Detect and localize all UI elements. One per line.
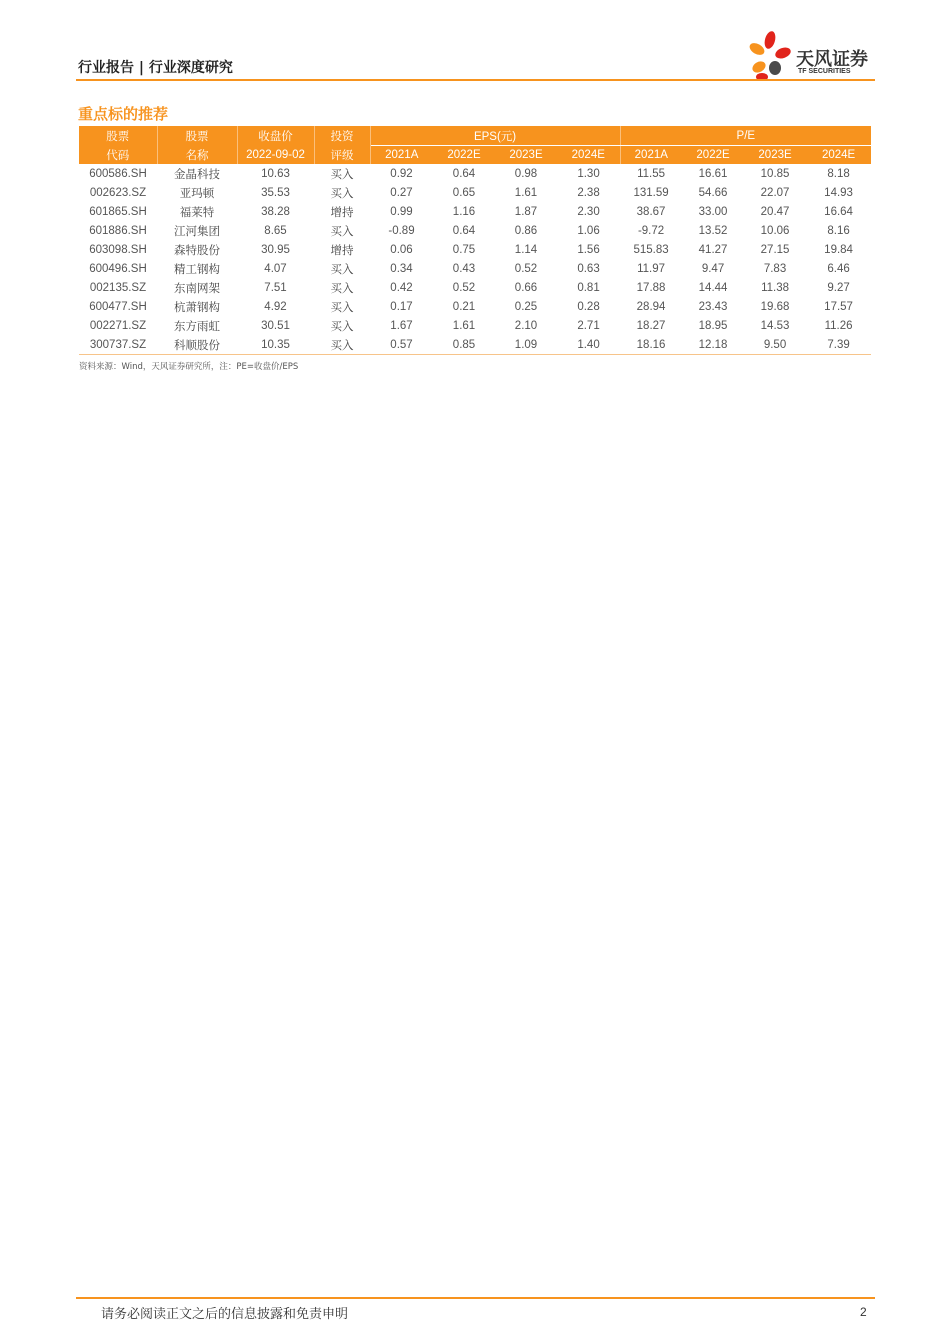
footer-disclaimer: 请务必阅读正文之后的信息披露和免责申明 [101,1307,349,1322]
pe-value-cell: 17.57 [824,300,853,313]
pe-value-cell: 131.59 [633,186,669,199]
eps-value-cell: 0.28 [577,300,600,313]
close-price-cell: 7.51 [264,281,287,294]
pe-value-cell: 11.38 [761,281,790,294]
logo-name-cn: 天风证券 [796,49,868,70]
eps-value-cell: 0.86 [514,224,538,237]
header-price-top: 收盘价 [237,126,314,146]
eps-value-cell: 0.64 [452,167,476,180]
header-rating: 评级 [314,146,370,165]
eps-value-cell: 0.52 [514,262,538,275]
eps-value-cell: 0.17 [390,300,413,313]
table-header-row-bottom [79,146,871,165]
table-row [79,297,871,316]
stock-name-cell: 金晶科技 [174,166,220,181]
pe-value-cell: 38.67 [636,205,666,218]
stock-code-cell: 002135.SZ [89,281,147,294]
pe-value-cell: 11.26 [824,319,853,332]
stock-name-cell: 亚玛顿 [179,185,215,200]
header-pe-2024e: 2024E [806,146,871,165]
header-code: 代码 [79,146,157,165]
stock-code-cell: 600477.SH [89,300,147,313]
rating-cell: 买入 [330,261,354,276]
recommended-stocks-table [79,126,871,355]
source-note: 资料来源：Wind，天风证券研究所，注：PE=收盘价/EPS [79,362,299,372]
close-price-cell: 38.28 [261,205,290,218]
header-eps-2021a: 2021A [370,146,433,165]
eps-value-cell: 0.81 [577,281,600,294]
table-row [79,183,871,202]
stock-code-cell: 600586.SH [89,167,147,180]
stock-code-cell: 002623.SZ [89,186,147,199]
eps-value-cell: 1.40 [557,335,620,355]
close-price-cell: 10.63 [261,167,290,180]
header-pe-2023e: 2023E [744,146,806,165]
pe-value-cell: 41.27 [698,243,728,256]
header-name-top: 股票 [157,126,237,146]
stock-name-cell: 科顺股份 [157,335,237,355]
pe-value-cell: 12.18 [682,335,744,355]
eps-value-cell: 0.65 [452,186,476,199]
eps-value-cell: 0.92 [390,167,413,180]
eps-value-cell: 2.38 [577,186,600,199]
eps-value-cell: 0.42 [390,281,413,294]
stock-code-cell: 603098.SH [89,243,147,256]
eps-value-cell: 0.98 [514,167,538,180]
rating-cell: 买入 [330,223,354,238]
pe-value-cell: 8.16 [827,224,850,237]
pe-value-cell: 16.64 [824,205,853,218]
header-divider [76,79,875,81]
pe-value-cell: 11.55 [637,167,666,180]
eps-value-cell: 0.27 [390,186,413,199]
logo-name-en: TF SECURITIES [798,68,851,75]
close-price-cell: 30.95 [261,243,290,256]
pe-value-cell: 19.84 [824,243,853,256]
pe-value-cell: 11.97 [637,262,666,275]
eps-value-cell: 0.21 [452,300,476,313]
table-row [79,259,871,278]
eps-value-cell: 1.09 [495,335,557,355]
close-price-cell: 4.92 [264,300,287,313]
eps-value-cell: -0.89 [388,224,415,237]
pe-value-cell: 9.50 [744,335,806,355]
eps-value-cell: 1.87 [514,205,538,218]
pe-value-cell: 10.85 [760,167,790,180]
pe-value-cell: 7.39 [806,335,871,355]
stock-name-cell: 江河集团 [174,223,220,238]
eps-value-cell: 0.75 [452,243,476,256]
eps-value-cell: 0.52 [452,281,476,294]
rating-cell: 买入 [330,166,354,181]
stock-name-cell: 东方雨虹 [174,318,220,333]
close-price-cell: 8.65 [264,224,287,237]
eps-value-cell: 0.66 [514,281,538,294]
stock-name-cell: 杭萧钢构 [174,299,220,314]
stock-name-cell: 精工钢构 [174,261,220,276]
footer-divider [76,1297,875,1299]
stock-name-cell: 森特股份 [174,242,220,257]
pe-value-cell: 18.27 [636,319,666,332]
eps-value-cell: 1.30 [577,167,600,180]
eps-value-cell: 2.71 [577,319,600,332]
stock-code-cell: 601886.SH [89,224,147,237]
pe-value-cell: 33.00 [698,205,728,218]
header-eps-group: EPS(元) [370,126,620,146]
header-price-date: 2022-09-02 [237,146,314,165]
eps-value-cell: 1.67 [390,319,413,332]
header-eps-2024e: 2024E [557,146,620,165]
eps-value-cell: 2.30 [577,205,600,218]
stock-name-cell: 东南网架 [174,280,220,295]
eps-value-cell: 0.57 [370,335,433,355]
pe-value-cell: 27.15 [760,243,790,256]
header-pe-group: P/E [620,126,871,146]
logo-petal-icon [748,31,794,81]
page-number: 2 [860,1305,867,1319]
header-name: 名称 [157,146,237,165]
table-row [79,240,871,259]
pe-value-cell: 8.18 [827,167,850,180]
close-price-cell: 10.35 [237,335,314,355]
header-code-top: 股票 [79,126,157,146]
eps-value-cell: 0.64 [452,224,476,237]
header-pe-2022e: 2022E [682,146,744,165]
report-type-header: 行业报告 | 行业深度研究 [78,60,233,76]
pe-value-cell: 10.06 [760,224,790,237]
eps-value-cell: 0.63 [577,262,600,275]
eps-value-cell: 1.16 [452,205,476,218]
pe-value-cell: 14.53 [760,319,790,332]
pe-value-cell: 28.94 [636,300,666,313]
pe-value-cell: 6.46 [827,262,850,275]
stock-name-cell: 福莱特 [179,204,215,219]
eps-value-cell: 1.14 [514,243,538,256]
header-rating-top: 投资 [314,126,370,146]
rating-cell: 买入 [330,185,354,200]
pe-value-cell: 20.47 [760,205,790,218]
rating-cell: 增持 [330,204,354,219]
table-header-row-top [79,126,871,146]
rating-cell: 买入 [330,318,354,333]
header-eps-2022e: 2022E [433,146,495,165]
eps-value-cell: 0.99 [390,205,413,218]
eps-value-cell: 0.85 [433,335,495,355]
pe-value-cell: 13.52 [698,224,728,237]
stock-code-cell: 300737.SZ [79,335,157,355]
table-row [79,335,871,355]
eps-value-cell: 0.43 [452,262,476,275]
table-row [79,164,871,183]
eps-value-cell: 0.34 [390,262,413,275]
eps-value-cell: 1.56 [577,243,600,256]
eps-value-cell: 0.25 [514,300,538,313]
section-title: 重点标的推荐 [78,105,169,123]
rating-cell: 买入 [330,280,354,295]
pe-value-cell: 14.93 [824,186,853,199]
table-row [79,278,871,297]
rating-cell: 买入 [314,335,370,355]
pe-value-cell: 19.68 [760,300,790,313]
eps-value-cell: 1.61 [452,319,476,332]
pe-value-cell: 22.07 [760,186,790,199]
pe-value-cell: 23.43 [698,300,728,313]
eps-value-cell: 1.61 [514,186,538,199]
table-row [79,202,871,221]
pe-value-cell: 18.95 [698,319,728,332]
close-price-cell: 35.53 [261,186,290,199]
table-row [79,316,871,335]
rating-cell: 买入 [330,299,354,314]
pe-value-cell: 9.27 [827,281,850,294]
eps-value-cell: 0.06 [390,243,413,256]
stock-code-cell: 601865.SH [89,205,147,218]
pe-value-cell: 9.47 [701,262,725,275]
eps-value-cell: 2.10 [514,319,538,332]
pe-value-cell: 14.44 [698,281,728,294]
eps-value-cell: 1.06 [577,224,600,237]
pe-value-cell: 7.83 [763,262,787,275]
pe-value-cell: 515.83 [633,243,669,256]
pe-value-cell: 18.16 [620,335,682,355]
company-logo [748,31,878,81]
header-pe-2021a: 2021A [620,146,682,165]
stock-code-cell: 002271.SZ [89,319,147,332]
pe-value-cell: 17.88 [636,281,666,294]
stock-code-cell: 600496.SH [89,262,147,275]
pe-value-cell: 54.66 [698,186,728,199]
close-price-cell: 30.51 [261,319,290,332]
pe-value-cell: 16.61 [698,167,728,180]
rating-cell: 增持 [330,242,354,257]
close-price-cell: 4.07 [264,262,287,275]
pe-value-cell: -9.72 [637,224,665,237]
table-row [79,221,871,240]
header-eps-2023e: 2023E [495,146,557,165]
